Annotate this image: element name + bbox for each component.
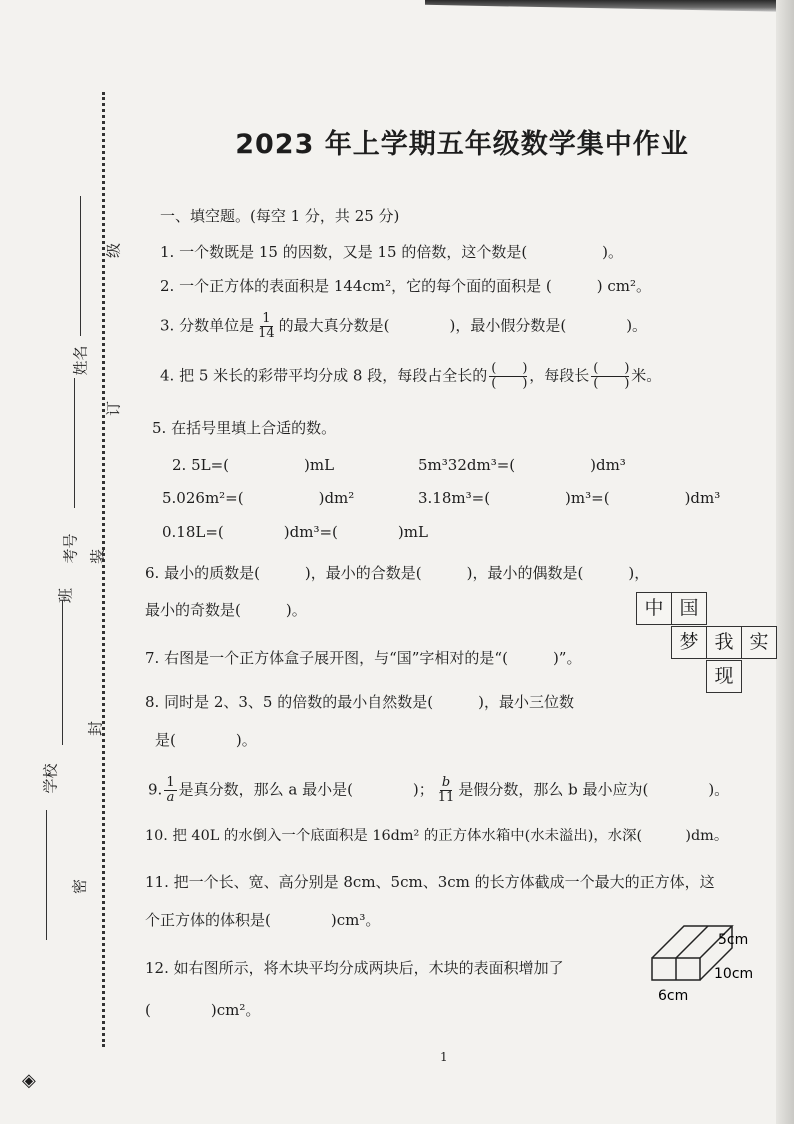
cube-net-cell: 我	[706, 626, 742, 659]
question-12-line-1: 12. 如右图所示，将木块平均分成两块后，木块的表面积增加了	[145, 959, 564, 977]
side-label-exam-no: 考号	[61, 533, 80, 564]
school-blank-line	[46, 810, 47, 940]
q9-text-a: 9.	[148, 780, 163, 799]
q9-fraction-2	[436, 776, 457, 805]
section-heading: 一、填空题。(每空 1 分，共 25 分)	[160, 207, 400, 225]
side-label-name: 姓名	[71, 345, 90, 376]
seal-zhuang: 装	[88, 549, 107, 565]
cube-net-cell: 现	[706, 660, 742, 693]
cube-net-cell: 梦	[671, 626, 707, 659]
q4-text-a: 4. 把 5 米长的彩带平均分成 8 段，每段占全长的	[160, 366, 488, 385]
width-label: 6cm	[658, 988, 689, 1004]
side-label-class: 级	[104, 243, 123, 259]
cube-net-cell: 实	[741, 626, 777, 659]
name-blank-line	[74, 378, 75, 508]
fraction-blank-denominator: ( )	[491, 376, 528, 391]
q9-f2-denominator: 11	[437, 790, 455, 805]
fraction-blank-numerator: ( )	[593, 361, 630, 376]
seal-ding: 订	[104, 401, 123, 417]
q5-item-a: 2. 5L=( )mL	[172, 456, 335, 474]
q9-f1-denominator: a	[166, 790, 175, 805]
q5-item-b: 5m³32dm³=( )dm³	[418, 456, 626, 474]
fraction-blank-denominator: ( )	[593, 376, 630, 391]
question-8-line-2: 是( )。	[155, 731, 257, 749]
length-label: 10cm	[714, 966, 754, 982]
page-title: 2023 年上学期五年级数学集中作业	[235, 129, 689, 160]
question-6-line-1: 6. 最小的质数是( )，最小的合数是( )，最小的偶数是( )，	[145, 564, 650, 582]
q3-fraction-numerator: 1	[262, 311, 271, 326]
q3-text-a: 3. 分数单位是	[160, 316, 255, 335]
cube-net-cell: 国	[671, 592, 707, 625]
q9-text-b: 是真分数，那么 a 最小是( )；	[178, 780, 434, 799]
diamond-icon: ◈	[22, 1070, 36, 1091]
q5-item-d: 3.18m³=( )m³=( )dm³	[418, 489, 721, 507]
fraction-blank-numerator: ( )	[491, 361, 528, 376]
q4-fraction-blank-2	[591, 362, 629, 391]
q9-fraction-1	[164, 776, 176, 805]
question-11-line-1: 11. 把一个长、宽、高分别是 8cm、5cm、3cm 的长方体截成一个最大的正方体，这	[145, 873, 715, 891]
question-8-line-1: 8. 同时是 2、3、5 的倍数的最小自然数是( )，最小三位数	[145, 693, 574, 711]
q3-fraction	[256, 312, 277, 341]
question-9	[148, 776, 729, 805]
scan-edge	[425, 0, 794, 12]
q9-f1-numerator: 1	[166, 775, 175, 790]
q9-f2-numerator: b	[441, 775, 451, 790]
exam-no-blank-line	[62, 600, 63, 745]
q4-text-c: 米。	[631, 366, 662, 385]
question-2: 2. 一个正方体的表面积是 144cm²，它的每个面的面积是 ( ) cm²。	[160, 277, 651, 295]
side-label-ban: 班	[56, 588, 75, 604]
q3-fraction-denominator: 14	[258, 326, 275, 341]
q4-text-b: ，每段长	[529, 366, 590, 385]
question-7: 7. 右图是一个正方体盒子展开图，与“国”字相对的是“( )”。	[145, 649, 582, 667]
page-number: 1	[440, 1050, 448, 1064]
question-5: 5. 在括号里填上合适的数。	[152, 419, 337, 437]
cube-net-cell: 中	[636, 592, 672, 625]
seal-feng: 封	[86, 721, 105, 737]
q3-text-b: 的最大真分数是( )，最小假分数是( )。	[278, 316, 648, 335]
seal-mi: 密	[70, 879, 89, 895]
q5-item-c: 5.026m²=( )dm²	[162, 489, 355, 507]
question-12-line-2: ( )cm²。	[145, 1001, 261, 1019]
side-label-school: 学校	[41, 763, 60, 794]
question-10: 10. 把 40L 的水倒入一个底面积是 16dm² 的正方体水箱中(水未溢出)，水深( )dm。	[145, 828, 729, 844]
question-1: 1. 一个数既是 15 的因数，又是 15 的倍数，这个数是( )。	[160, 243, 624, 261]
question-4	[160, 362, 661, 391]
question-6-line-2: 最小的奇数是( )。	[145, 601, 307, 619]
height-label: 5cm	[718, 932, 749, 948]
wood-block-figure	[648, 916, 778, 1006]
class-blank-line	[80, 196, 81, 336]
question-3	[160, 312, 647, 341]
question-11-line-2: 个正方体的体积是( )cm³。	[145, 911, 381, 929]
q9-text-c: 是假分数，那么 b 最小应为( )。	[458, 780, 730, 799]
q5-item-e: 0.18L=( )dm³=( )mL	[162, 523, 428, 541]
scan-edge-right	[776, 0, 794, 1124]
q4-fraction-blank-1	[489, 362, 527, 391]
